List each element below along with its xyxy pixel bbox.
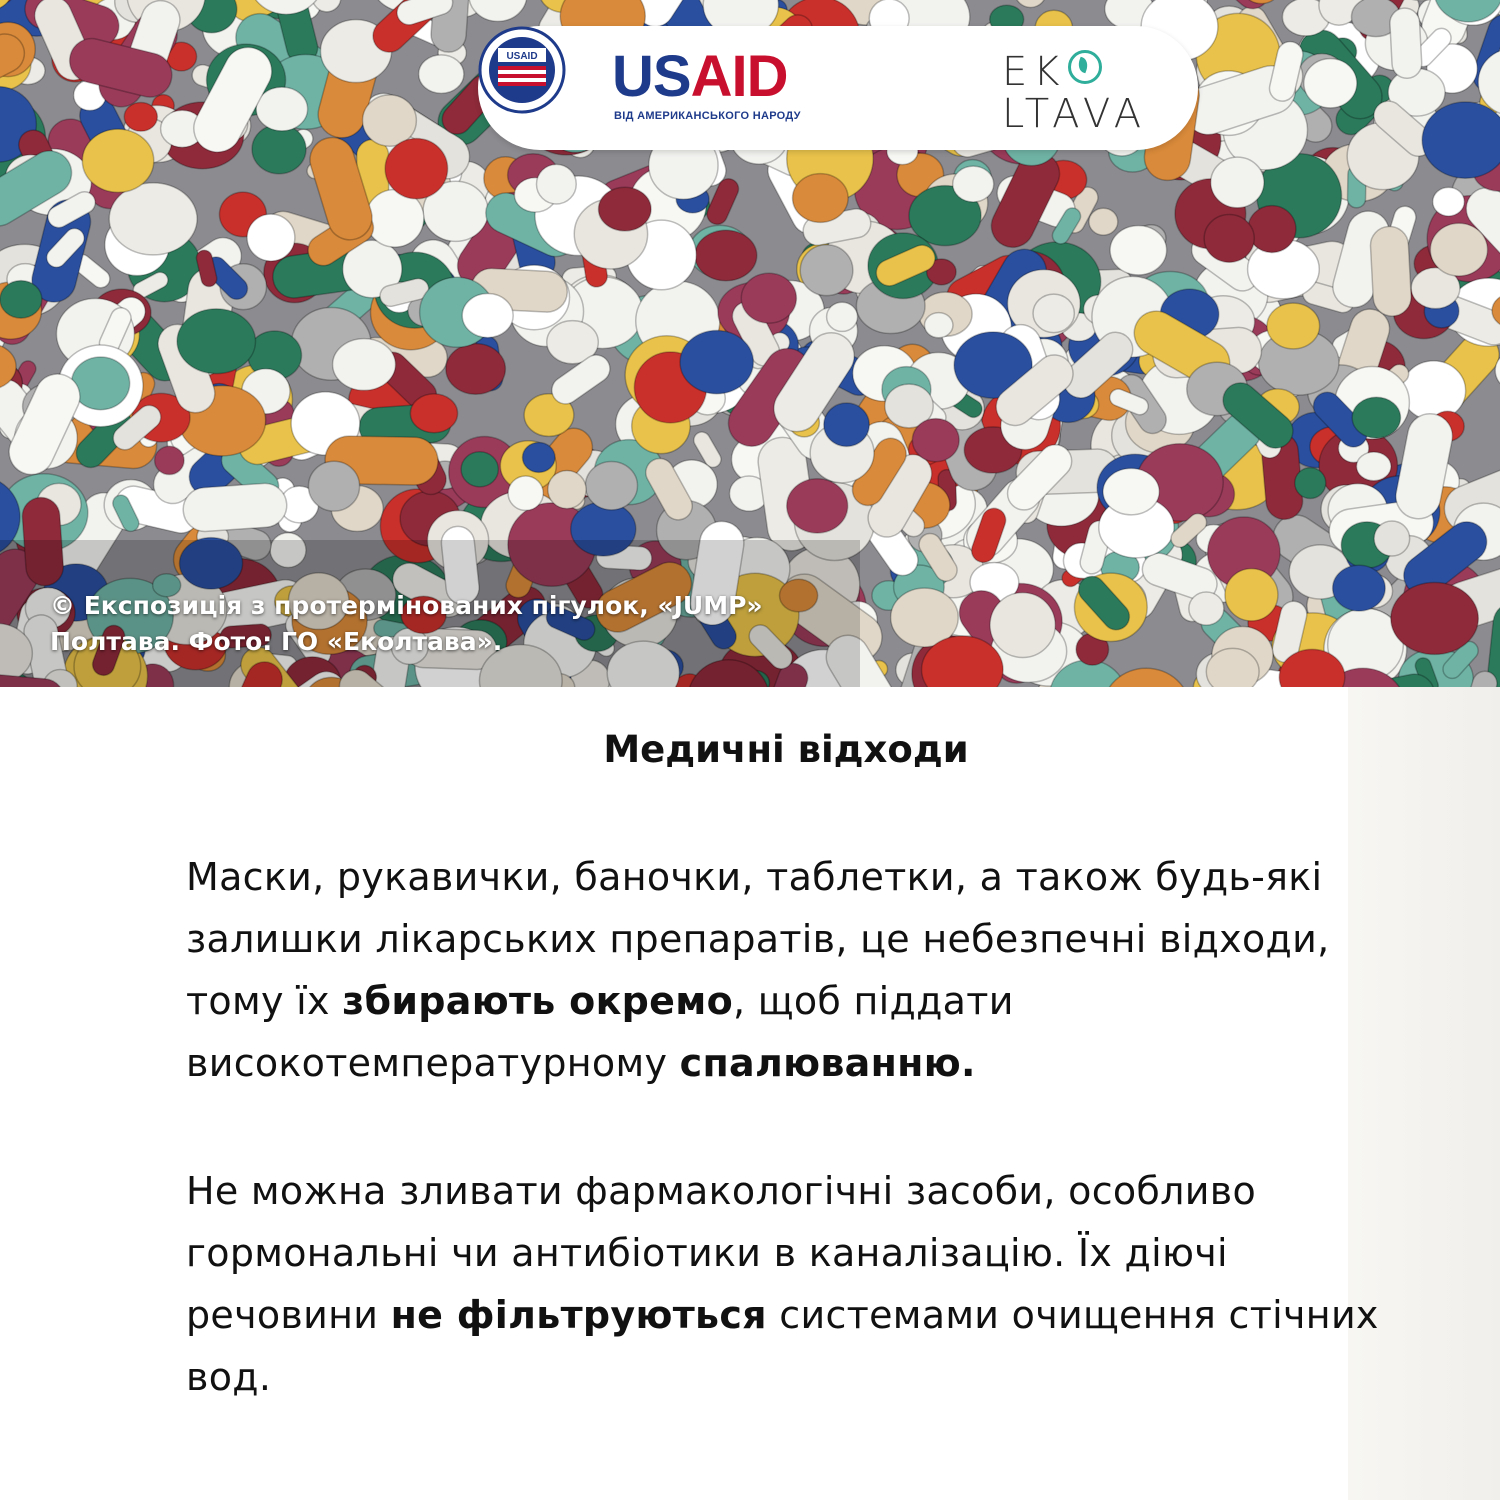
pill-shape [182, 482, 288, 533]
pill-shape [787, 479, 848, 533]
pill-shape [1370, 226, 1413, 318]
pill-shape [1433, 187, 1465, 216]
pill-shape [1402, 361, 1466, 420]
pill-shape [71, 357, 129, 410]
emphasis-not-filtered: не фільтруються [390, 1293, 767, 1337]
ekoltava-logo: EK LTAVA [1002, 49, 1148, 137]
pill-shape [1391, 582, 1478, 654]
page-title: Медичні відходи [603, 728, 969, 771]
pill-shape [363, 95, 417, 146]
pill-shape [990, 593, 1055, 658]
pill-shape [410, 394, 457, 433]
pill-shape [1304, 59, 1357, 108]
pill-shape [585, 461, 637, 509]
pill-shape [82, 129, 153, 192]
pills-photo [0, 0, 1500, 687]
pill-shape [548, 471, 586, 509]
pill-shape [1356, 452, 1391, 481]
pill-shape [1089, 208, 1118, 235]
pill-shape [0, 281, 42, 318]
pill-shape [824, 403, 869, 446]
pill-shape [1295, 468, 1326, 499]
pill-shape [800, 245, 853, 296]
pill-shape [1211, 157, 1264, 208]
partner-logos-bar [478, 26, 1198, 150]
pill-shape [1225, 569, 1278, 621]
pill-shape [385, 139, 447, 199]
pill-shape [741, 273, 796, 323]
pill-shape [462, 294, 513, 338]
pill-shape [1422, 102, 1500, 178]
leaf-icon [1068, 50, 1102, 84]
pill-shape [1033, 294, 1074, 333]
caption-line-2: Полтава. Фото: ГО «Еколтава». [50, 627, 503, 656]
pill-shape [1206, 648, 1259, 687]
paragraph-2: Не можна зливати фармакологічні засоби, особливо гормональні чи антибіотики в каналізацію. Їх діючі речовини не фільтруються системами очищення стічних вод. [186, 1169, 1379, 1399]
pill-shape [1248, 206, 1296, 253]
pill-shape [695, 230, 757, 280]
pill-shape [953, 166, 994, 202]
pill-shape [308, 461, 359, 511]
pill-shape [256, 87, 307, 131]
pill-shape [109, 183, 197, 255]
usaid-seal-icon [478, 26, 566, 114]
pill-shape [252, 124, 306, 173]
pill-shape [124, 102, 157, 131]
pill-shape [598, 187, 651, 231]
usaid-tagline: ВІД АМЕРИКАНСЬКОГО НАРОДУ [614, 110, 801, 122]
pill-shape [446, 344, 506, 395]
pill-shape [1110, 226, 1167, 275]
pill-shape [1267, 303, 1320, 349]
emphasis-incineration: спалюванню. [679, 1041, 976, 1085]
usaid-wordmark: USAID [612, 44, 788, 109]
pill-shape [680, 331, 753, 394]
pill-shape [1333, 565, 1385, 611]
pill-shape [1389, 7, 1422, 79]
caption-line-1: © Експозиція з протермінованих пігулок, «JUMP» [50, 591, 763, 620]
emphasis-collect-separately: збирають окремо [342, 979, 734, 1023]
pill-shape [536, 164, 576, 204]
paragraph-1: Маски, рукавички, баночки, таблетки, а також будь-які залишки лікарських препаратів, це небезпечні відходи, тому їх збирають окремо, щоб піддати високотемпературному спалюванню. [186, 855, 1330, 1085]
pill-shape [155, 446, 184, 474]
pill-shape [793, 174, 849, 223]
pill-shape [1189, 592, 1224, 625]
pill-shape [1374, 521, 1410, 556]
pill-shape [508, 476, 543, 510]
svg-text:USAID: USAID [506, 51, 538, 62]
pill-shape [924, 313, 952, 338]
pill-shape [1103, 468, 1159, 514]
pill-shape [1204, 215, 1254, 263]
pill-shape [461, 452, 498, 487]
pill-shape [827, 302, 858, 331]
photo-caption [50, 588, 763, 660]
pill-shape [912, 419, 959, 462]
pill-shape [1430, 223, 1487, 276]
pill-shape [419, 55, 464, 93]
pill-shape [1352, 397, 1400, 438]
pill-shape [333, 339, 396, 391]
pill-shape [177, 309, 255, 374]
pill-shape [522, 443, 555, 473]
pill-shape [247, 214, 295, 261]
